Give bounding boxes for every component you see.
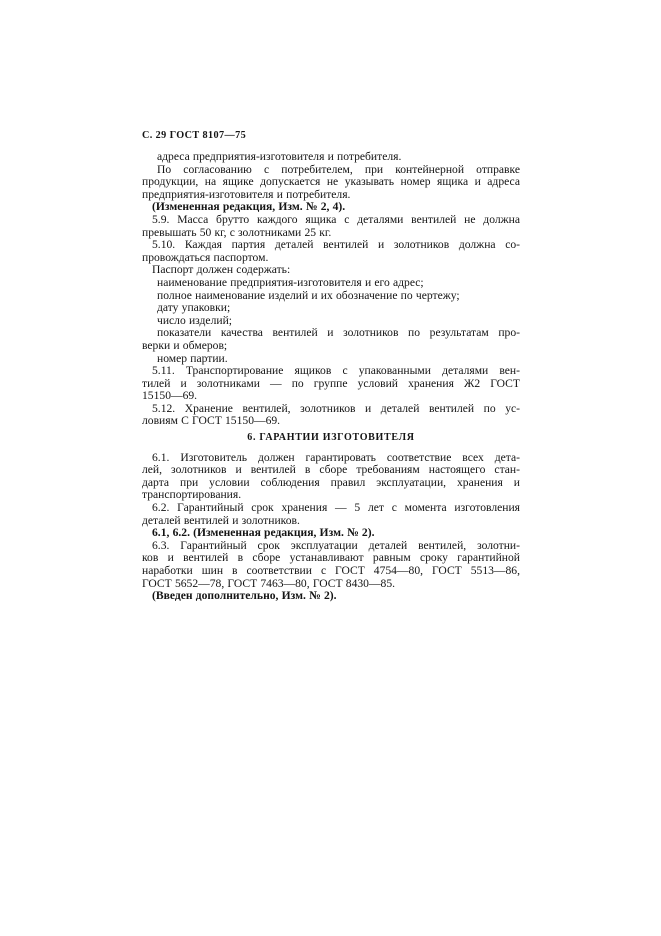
text-line: 5.11. Транспортирование ящиков с упакованными деталями вен- [152, 364, 520, 378]
text-line: номер партии. [157, 351, 228, 365]
text-line: дату упаковки; [157, 301, 231, 315]
text-line: дарта при условии соблюдения правил эксплуатации, хранения и [142, 475, 520, 489]
text-line: показатели качества вентилей и золотников по результатам про- [157, 326, 520, 340]
text-line: (Введен дополнительно, Изм. № 2). [152, 589, 337, 603]
text-line: (Измененная редакция, Изм. № 2, 4). [152, 200, 346, 214]
text-line: ков и вентилей в сборе устанавливают равным сроку гарантийной [142, 551, 520, 565]
text-line: ловиям С ГОСТ 15150—69. [142, 414, 281, 428]
text-line: деталей вентилей и золотников. [142, 513, 300, 527]
text-line: По согласованию с потребителем, при контейнерной отправке [157, 162, 520, 176]
page-header: С. 29 ГОСТ 8107—75 [142, 130, 247, 141]
text-line: адреса предприятия-изготовителя и потребителя. [157, 150, 402, 163]
text-line: тилей и золотниками — по группе условий хранения Ж2 ГОСТ [142, 376, 520, 390]
text-line: превышать 50 кг, с золотниками 25 кг. [142, 225, 332, 239]
text-line: наработки шин в соответствии с ГОСТ 4754—80, ГОСТ 5513—86, [142, 564, 520, 577]
text-line: 5.9. Масса брутто каждого ящика с деталями вентилей не должна [152, 212, 520, 226]
text-part-2 [142, 452, 520, 603]
text-line: 15150—69. [142, 389, 198, 403]
text-line: полное наименование изделий и их обозначение по чертежу; [157, 288, 460, 302]
section-heading: 6. ГАРАНТИИ ИЗГОТОВИТЕЛЯ [247, 432, 415, 444]
text-line: наименование предприятия-изготовителя и его адрес; [157, 275, 424, 289]
text-line: верки и обмеров; [142, 338, 228, 352]
text-line: предприятия-изготовителя и потребителя. [142, 187, 351, 201]
text-part-1 [142, 151, 520, 428]
text-line: 6.2. Гарантийный срок хранения — 5 лет с момента изготовления [152, 501, 520, 515]
document-text-block [142, 151, 520, 603]
text-line: транспортирования. [142, 488, 242, 502]
text-line: ГОСТ 5652—78, ГОСТ 7463—80, ГОСТ 8430—85. [142, 576, 396, 590]
text-line: 6.1, 6.2. (Измененная редакция, Изм. № 2). [152, 526, 375, 540]
text-line: лей, золотников и вентилей в сборе требованиям настоящего стан- [142, 463, 520, 477]
text-line: 5.12. Хранение вентилей, золотников и деталей вентилей по ус- [152, 401, 520, 415]
text-line: 5.10. Каждая партия деталей вентилей и золотников должна со- [152, 238, 520, 252]
text-line: 6.1. Изготовитель должен гарантировать соответствие всех дета- [152, 450, 520, 464]
text-line: Паспорт должен содержать: [152, 263, 291, 277]
text-line: продукции, на ящике допускается не указывать номер ящика и адреса [142, 175, 520, 189]
text-line: число изделий; [157, 313, 232, 327]
text-line: провождаться паспортом. [142, 250, 269, 264]
text-line: 6.3. Гарантийный срок эксплуатации деталей вентилей, золотни- [152, 538, 520, 552]
